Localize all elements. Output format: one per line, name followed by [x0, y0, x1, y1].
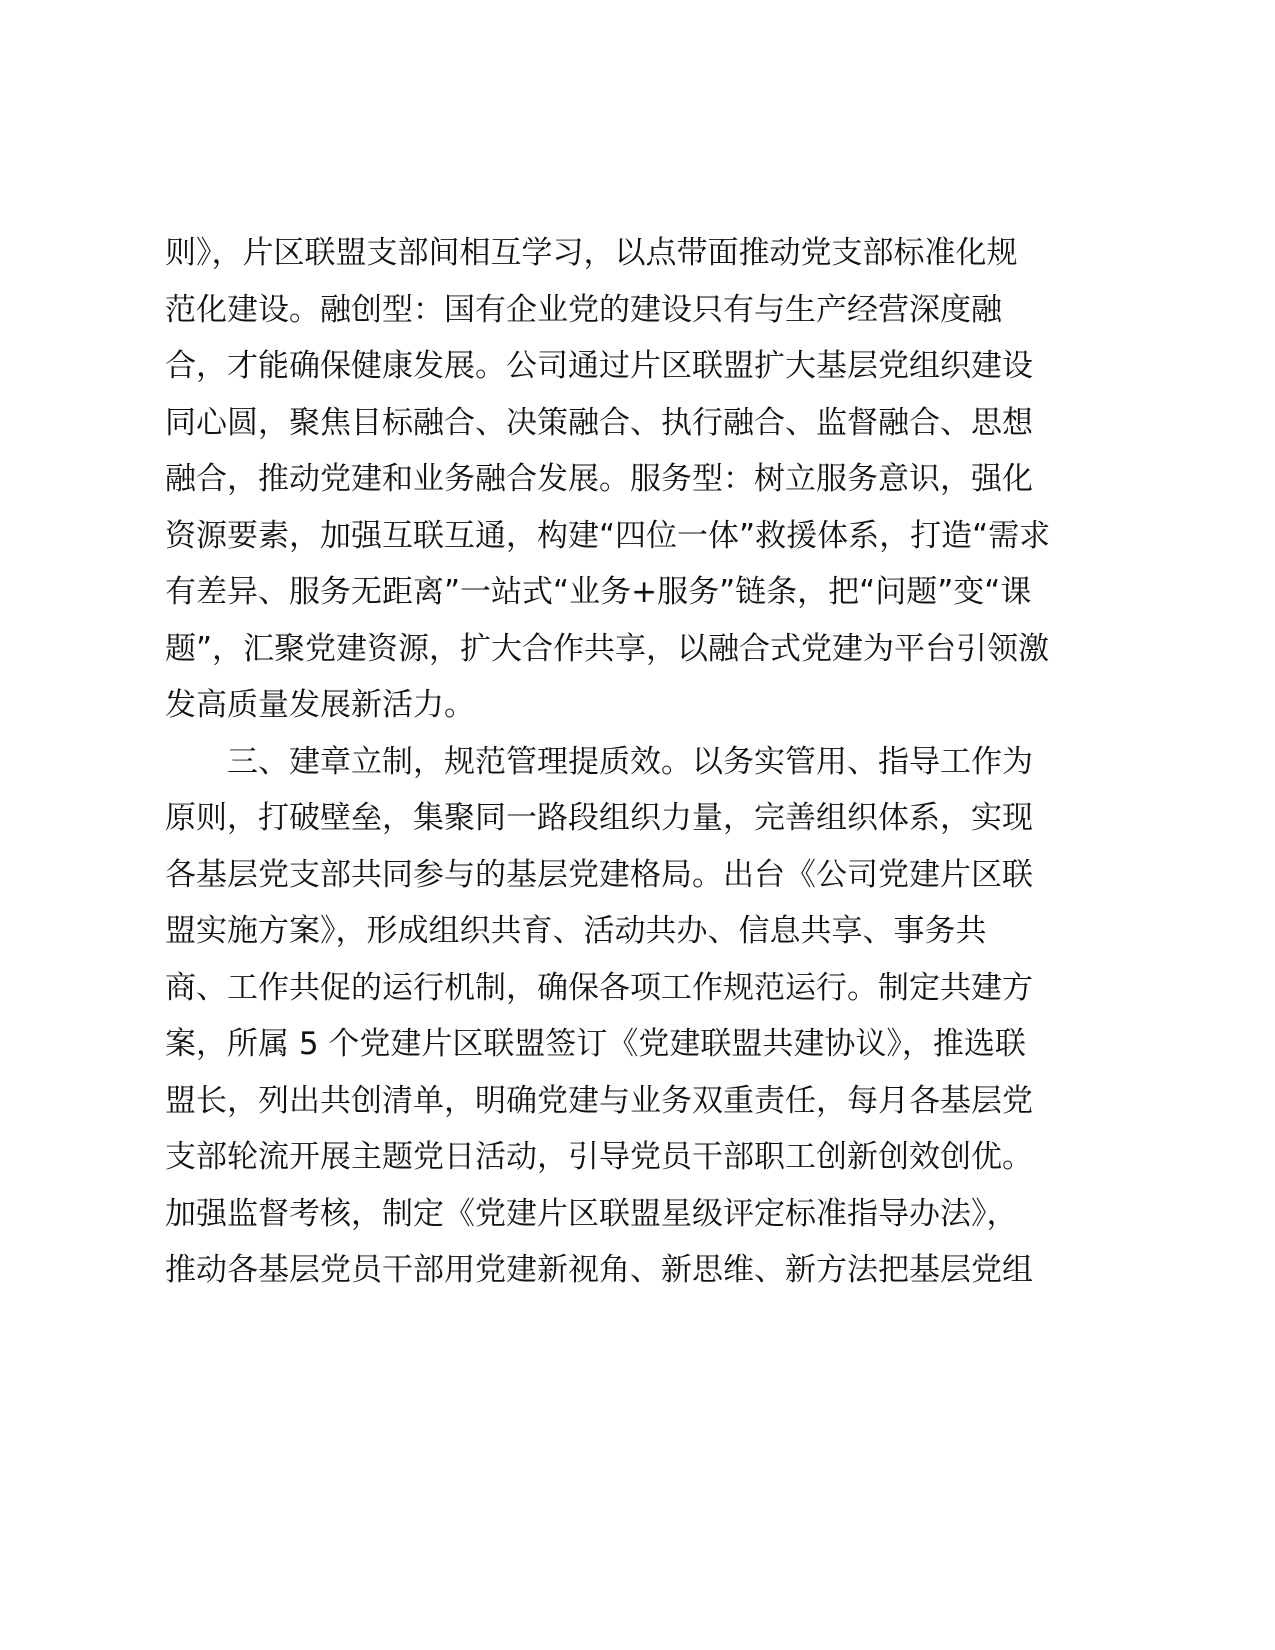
text-line: 发高质量发展新活力。 [165, 687, 475, 723]
text-line: 题”，汇聚党建资源，扩大合作共享，以融合式党建为平台引领激 [165, 630, 1050, 667]
text-line: 融合，推动党建和业务融合发展。服务型：树立服务意识，强化 [165, 461, 1033, 497]
text-line: 盟长，列出共创清单，明确党建与业务双重责任，每月各基层党 [165, 1082, 1033, 1119]
text-line: 范化建设。融创型：国有企业党的建设只有与生产经营深度融 [165, 291, 1002, 328]
text-line: 盟实施方案》，形成组织共育、活动共办、信息共享、事务共 [165, 913, 987, 949]
text-line: 有差异、服务无距离”一站式“业务+服务”链条，把“问题”变“课 [165, 574, 1032, 610]
text-line: 同心圆，聚焦目标融合、决策融合、执行融合、监督融合、思想 [165, 404, 1033, 441]
section-heading-line: 三、建章立制，规范管理提质效。以务实管用、指导工作为 [227, 743, 1033, 780]
text-line: 支部轮流开展主题党日活动，引导党员干部职工创新创效创优。 [165, 1139, 1033, 1175]
text-line: 推动各基层党员干部用党建新视角、新思维、新方法把基层党组 [165, 1252, 1033, 1288]
body-text [165, 225, 1125, 1299]
text-line: 则》，片区联盟支部间相互学习，以点带面推动党支部标准化规 [165, 235, 1018, 271]
text-line: 商、工作共促的运行机制，确保各项工作规范运行。制定共建方 [165, 969, 1033, 1006]
text-line: 原则，打破壁垒，集聚同一路段组织力量，完善组织体系，实现 [165, 800, 1033, 836]
text-line: 加强监督考核，制定《党建片区联盟星级评定标准指导办法》， [165, 1195, 1018, 1232]
text-line: 案，所属 5 个党建片区联盟签订《党建联盟共建协议》，推选联 [165, 1026, 1026, 1062]
text-line: 资源要素，加强互联互通，构建“四位一体”救援体系，打造“需求 [165, 517, 1051, 554]
text-line: 合，才能确保健康发展。公司通过片区联盟扩大基层党组织建设 [165, 348, 1033, 384]
text-line: 各基层党支部共同参与的基层党建格局。出台《公司党建片区联 [165, 856, 1033, 893]
